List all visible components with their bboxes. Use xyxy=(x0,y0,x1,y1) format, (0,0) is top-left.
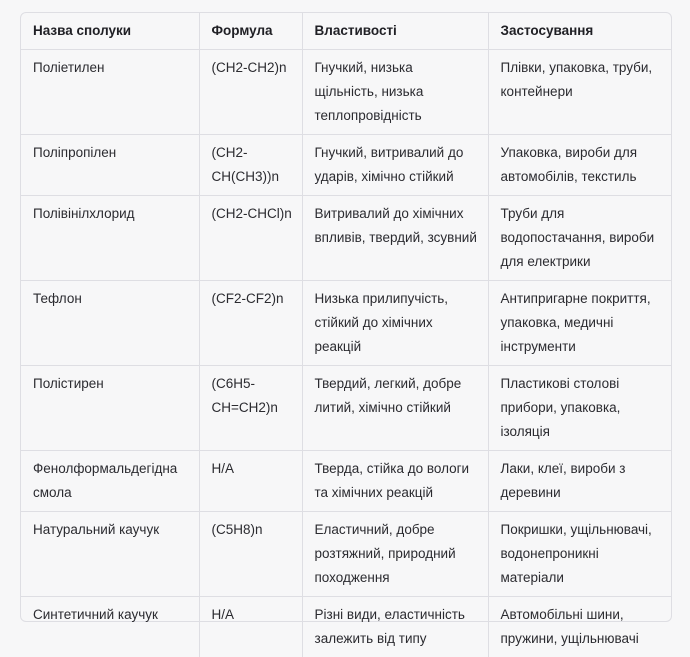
header-formula: Формула xyxy=(199,13,302,50)
table-row xyxy=(21,196,671,281)
cell-properties: Тверда, стійка до вологи та хімічних реакцій xyxy=(302,451,488,512)
compounds-table-container xyxy=(20,12,672,622)
cell-name: Полістирен xyxy=(21,366,199,451)
cell-properties: Еластичний, добре розтяжний, природний походження xyxy=(302,512,488,597)
cell-properties: Низька прилипучість, стійкий до хімічних реакцій xyxy=(302,281,488,366)
cell-name: Полівінілхлорид xyxy=(21,196,199,281)
table-row xyxy=(21,50,671,135)
cell-formula: (C5H8)n xyxy=(199,512,302,597)
compounds-table xyxy=(21,13,671,657)
cell-formula: (CH2-CHCl)n xyxy=(199,196,302,281)
cell-name: Поліпропілен xyxy=(21,135,199,196)
table-row xyxy=(21,281,671,366)
header-properties: Властивості xyxy=(302,13,488,50)
cell-properties: Різні види, еластичність залежить від типу xyxy=(302,597,488,657)
cell-properties: Витривалий до хімічних впливів, твердий, зсувний xyxy=(302,196,488,281)
header-usage: Застосування xyxy=(488,13,671,50)
table-row xyxy=(21,512,671,597)
cell-properties: Гнучкий, низька щільність, низька теплопровідність xyxy=(302,50,488,135)
table-row xyxy=(21,451,671,512)
cell-usage: Антипригарне покриття, упаковка, медичні інструменти xyxy=(488,281,671,366)
cell-name: Натуральний каучук xyxy=(21,512,199,597)
table-row xyxy=(21,135,671,196)
cell-formula: (CH2-CH(CH3))n xyxy=(199,135,302,196)
cell-name: Поліетилен xyxy=(21,50,199,135)
cell-usage: Труби для водопостачання, вироби для електрики xyxy=(488,196,671,281)
cell-formula: (CF2-CF2)n xyxy=(199,281,302,366)
header-row xyxy=(21,13,671,50)
cell-name: Фенолформальдегідна смола xyxy=(21,451,199,512)
cell-formula: (CH2-CH2)n xyxy=(199,50,302,135)
cell-usage: Автомобільні шини, пружини, ущільнювачі xyxy=(488,597,671,657)
cell-formula: Н/А xyxy=(199,451,302,512)
cell-name: Тефлон xyxy=(21,281,199,366)
cell-properties: Гнучкий, витривалий до ударів, хімічно стійкий xyxy=(302,135,488,196)
cell-properties: Твердий, легкий, добре литий, хімічно стійкий xyxy=(302,366,488,451)
table-body xyxy=(21,50,671,657)
cell-usage: Лаки, клеї, вироби з деревини xyxy=(488,451,671,512)
cell-usage: Покришки, ущільнювачі, водонепроникні матеріали xyxy=(488,512,671,597)
table-row xyxy=(21,597,671,657)
cell-name: Синтетичний каучук xyxy=(21,597,199,657)
cell-usage: Плівки, упаковка, труби, контейнери xyxy=(488,50,671,135)
table-row xyxy=(21,366,671,451)
cell-formula: Н/А xyxy=(199,597,302,657)
table-header xyxy=(21,13,671,50)
cell-formula: (C6H5-CH=CH2)n xyxy=(199,366,302,451)
cell-usage: Упаковка, вироби для автомобілів, текстиль xyxy=(488,135,671,196)
header-name: Назва сполуки xyxy=(21,13,199,50)
cell-usage: Пластикові столові прибори, упаковка, ізоляція xyxy=(488,366,671,451)
